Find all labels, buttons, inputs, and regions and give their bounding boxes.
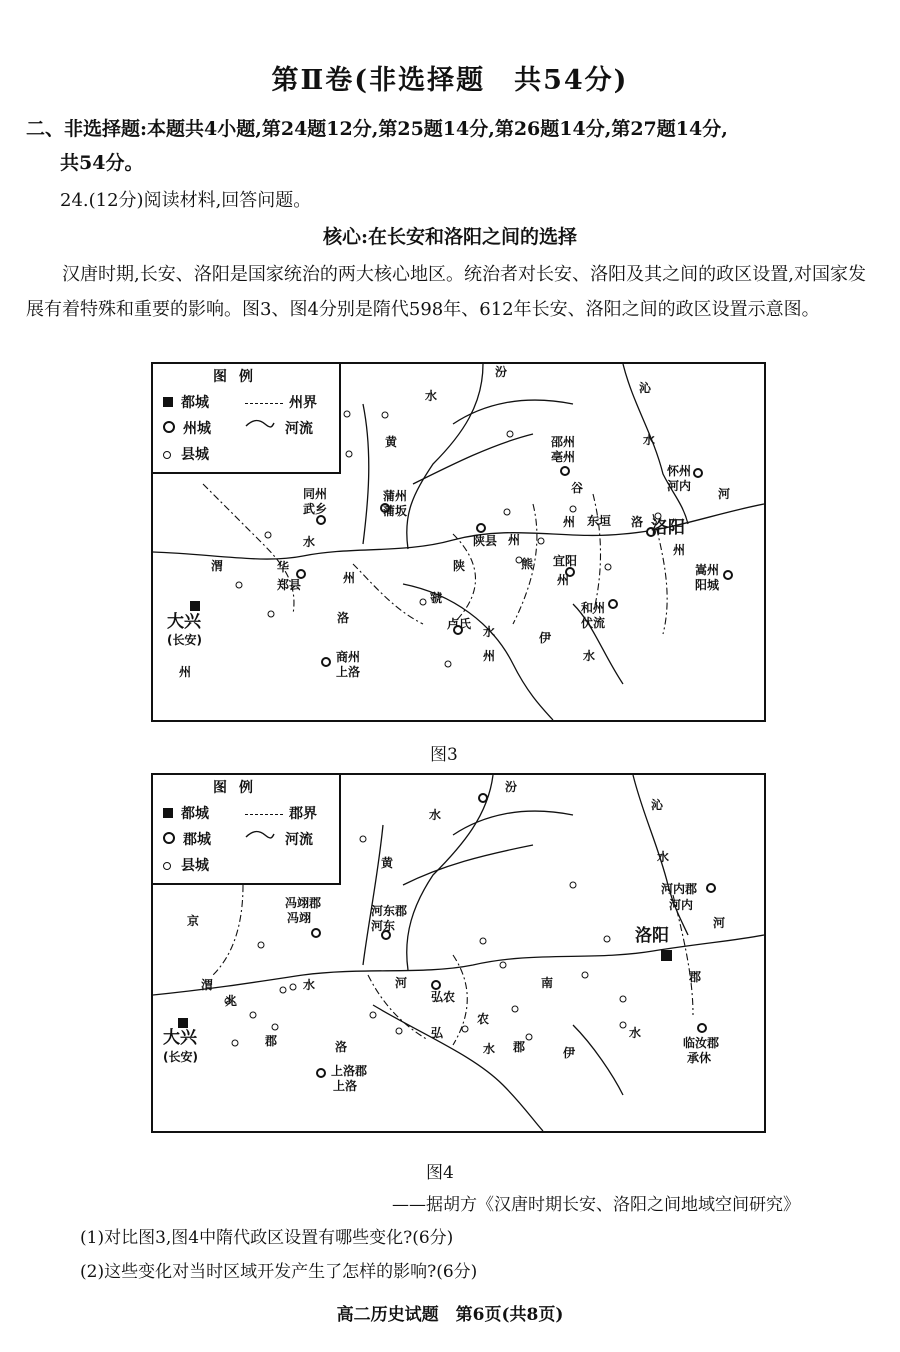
map3-label-zhengxian: 郑县 [277, 578, 302, 592]
map4-label-changan: (长安) [163, 1050, 198, 1064]
map3-label-tongzhou: 同州 [303, 487, 328, 501]
part-intro-line2: 共54分。 [60, 152, 144, 174]
map-figure-3 [151, 362, 766, 722]
map4-label-zhao: 兆 [225, 994, 238, 1008]
map3-label-henei: 河内 [667, 479, 692, 493]
map4-label-shui-luo: 水 [483, 1042, 496, 1056]
map3-label-wei: 渭 [211, 559, 224, 573]
map4-legend-capital: 都城 [181, 806, 209, 822]
map4-legend-river: 河流 [285, 832, 313, 848]
map3-label-shangzhou: 商州 [336, 650, 361, 664]
map3-label-luo-zhou: 洛 [631, 515, 644, 529]
material-title: 核心:在长安和洛阳之间的选择 [322, 226, 577, 248]
map3-label-hezhou: 和州 [581, 601, 606, 615]
map4-label-hedong-jun: 河东郡 [371, 904, 408, 918]
map3-label-fushui: 伏流 [581, 616, 606, 630]
map3-label-shan: 陕 [453, 559, 466, 573]
capital-square-icon [163, 808, 173, 818]
map4-label-linru-jun: 临汝郡 [683, 1036, 720, 1050]
yellow-river-north [363, 825, 383, 965]
map3-legend-county: 县城 [181, 447, 209, 463]
river-line-icon [245, 424, 275, 434]
map3-label-songzhou: 嵩州 [695, 563, 720, 577]
yellow-river-north [363, 404, 369, 544]
map3-label-yangcheng: 阳城 [695, 578, 720, 592]
map4-label-shui-wei: 水 [303, 978, 316, 992]
part-intro-line1: 二、非选择题:本题共4小题,第24题12分,第25题14分,第26题14分,第27题14分, [26, 118, 728, 140]
map4-label-shangluo: 上洛 [333, 1079, 358, 1093]
figure-3-caption: 图3 [430, 745, 458, 765]
county-circle-icon [163, 451, 171, 459]
capital-square-icon [163, 397, 173, 407]
map4-label-shui-qin: 水 [657, 850, 670, 864]
map4-label-henei: 河内 [669, 898, 694, 912]
material-text: 汉唐时期,长安、洛阳是国家统治的两大核心地区。统治者对长安、洛阳及其之间的政区设置,对国家发展有着特殊和重要的影响。图3、图4分别是隋代598年、612年长安、洛阳之间的政区设置示意图。 [26, 264, 866, 320]
map4-label-jun-zhao: 郡 [265, 1034, 278, 1048]
map3-label-puzhou: 蒲州 [383, 489, 408, 503]
county-circle-icon [163, 862, 171, 870]
map3-label-bozhou: 亳州 [551, 450, 576, 464]
map3-legend-river: 河流 [285, 421, 313, 437]
map3-label-changan: (长安) [167, 633, 202, 647]
boundary-line-icon [245, 403, 283, 404]
prefecture-circle-icon [163, 832, 175, 844]
map3-label-zhou-shan: 州 [508, 533, 521, 547]
map3-label-yiyang: 宜阳 [553, 554, 578, 568]
map3-label-shangluo: 上洛 [336, 665, 361, 679]
map3-label-luoyang: 洛阳 [651, 518, 685, 538]
map3-label-shui-qin: 水 [643, 433, 656, 447]
map3-label-daxing: 大兴 [167, 612, 201, 632]
map4-label-luo: 洛 [335, 1040, 348, 1054]
map4-label-nong: 农 [477, 1012, 490, 1026]
question-1: (1)对比图3,图4中隋代政区设置有哪些变化?(6分) [80, 1228, 454, 1248]
map4-label-huang: 黄 [381, 856, 394, 870]
map3-label-he: 河 [718, 487, 731, 501]
map4-label-jun-henan: 郡 [689, 970, 702, 984]
map4-legend-boundary: 郡界 [289, 806, 317, 822]
source-note: ——据胡方《汉唐时期长安、洛阳之间地域空间研究》 [392, 1195, 800, 1215]
map4-label-luoyang: 洛阳 [635, 926, 669, 946]
map3-label-dongyuan: 东垣 [587, 514, 612, 528]
map3-label-gu: 谷 [571, 481, 584, 495]
map3-label-huazhou: 华 [277, 560, 290, 574]
qin-river [623, 364, 688, 524]
map4-legend-county: 县城 [181, 858, 209, 874]
map3-label-wuxiang: 武乡 [303, 502, 328, 516]
map3-label-shui-wei: 水 [303, 535, 316, 549]
daxing-capital-marker [190, 601, 200, 611]
map3-label-guo: 虢 [430, 591, 443, 605]
map3-label-shaozhou: 邵州 [551, 435, 576, 449]
map3-label-zhou-hua: 州 [343, 571, 356, 585]
luoyang-capital-marker [661, 950, 672, 961]
map3-legend-prefecture: 州城 [183, 421, 211, 437]
map3-legend-title: 图例 [213, 369, 265, 385]
map3-label-zhou-gu: 州 [563, 515, 576, 529]
map3-label-qin: 沁 [639, 381, 652, 395]
map3-label-fen: 汾 [495, 365, 508, 379]
map4-label-yi: 伊 [563, 1046, 576, 1060]
map3-label-zhou-shang: 州 [179, 665, 192, 679]
map4-label-jing: 京 [187, 914, 200, 928]
map3-legend [153, 364, 341, 474]
map4-label-shui-yi: 水 [629, 1026, 642, 1040]
map4-label-nan: 南 [541, 976, 554, 990]
map3-label-zhou-guo: 州 [483, 649, 496, 663]
map4-label-fengyi-jun: 冯翊郡 [285, 896, 322, 910]
yi-river [573, 1025, 623, 1095]
luo-river [373, 1005, 543, 1131]
map4-label-daxing: 大兴 [163, 1028, 197, 1048]
page-footer: 高二历史试题 第6页(共8页) [336, 1305, 564, 1325]
section-title: 第Ⅱ卷(非选择题 共54分) [271, 65, 629, 96]
map3-label-huaizhou: 怀州 [667, 464, 692, 478]
prefecture-circle-icon [163, 421, 175, 433]
map4-label-wei: 渭 [201, 978, 214, 992]
map4-label-fen: 汾 [505, 780, 518, 794]
map4-label-chengxiu: 承休 [687, 1051, 712, 1065]
map3-label-lushi: 卢氏 [447, 617, 472, 631]
map4-label-fengyi: 冯翊 [287, 911, 312, 925]
river-line-icon [245, 835, 275, 845]
map4-label-henei-jun: 河内郡 [661, 882, 698, 896]
boundary-line-icon [245, 814, 283, 815]
map4-label-hong: 弘 [431, 1026, 444, 1040]
map4-label-jun-hongnong: 郡 [513, 1040, 526, 1054]
map3-legend-boundary: 州界 [289, 395, 317, 411]
map3-label-zhou-song: 州 [673, 543, 686, 557]
map3-label-xiong: 熊 [521, 557, 534, 571]
map4-legend-title: 图例 [213, 780, 265, 796]
map4-label-hedong: 河东 [371, 919, 396, 933]
map3-label-shui-luo: 水 [483, 625, 496, 639]
map4-label-shangluo-jun: 上洛郡 [331, 1064, 368, 1078]
map4-legend [153, 775, 341, 885]
map3-label-zhou-xiong: 州 [557, 573, 570, 587]
map3-label-shui-yi: 水 [583, 649, 596, 663]
question-24-heading: 24.(12分)阅读材料,回答问题。 [60, 190, 312, 211]
map4-legend-prefecture: 郡城 [183, 832, 211, 848]
map3-label-shui-fen: 水 [425, 389, 438, 403]
map3-label-huang: 黄 [385, 435, 398, 449]
daxing-capital-marker [178, 1018, 188, 1028]
map-figure-4 [151, 773, 766, 1133]
map3-label-puban: 蒲坂 [383, 504, 408, 518]
map4-label-qin: 沁 [651, 798, 664, 812]
figure-4-caption: 图4 [426, 1163, 454, 1183]
map4-label-shui-fen: 水 [429, 808, 442, 822]
map3-label-yi: 伊 [539, 631, 552, 645]
map4-label-he-qin: 河 [713, 916, 726, 930]
map3-label-luo: 洛 [337, 611, 350, 625]
map3-legend-capital: 都城 [181, 395, 209, 411]
map4-label-he: 河 [395, 976, 408, 990]
question-2: (2)这些变化对当时区域开发产生了怎样的影响?(6分) [80, 1262, 478, 1282]
map3-label-shaanxian: 陕县 [473, 534, 498, 548]
map4-label-hongnong: 弘农 [431, 990, 456, 1004]
